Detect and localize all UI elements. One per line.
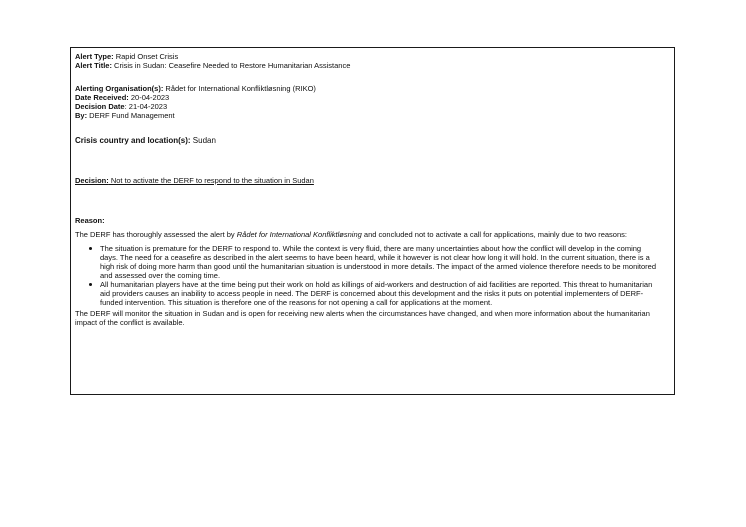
decision-date-value: : 21-04-2023 xyxy=(124,102,168,111)
alerting-organisation-line xyxy=(75,84,668,93)
reason-list-item xyxy=(75,244,658,280)
decision-date-label: Decision Date xyxy=(75,102,125,111)
decision-line xyxy=(75,176,668,185)
bullet-icon xyxy=(89,283,92,286)
reason-text: All humanitarian players have at the time being put their work on hold as killings of aid-workers and destruction of aid facilities are reported. This threat to humanitarian aid providers causes an inability to access people in need. The DERF is concerned about this development and the risks it puts on potential implementers of DERF-funded intervention. This situation is therefore one of the reasons for not opening a call for applications at the moment. xyxy=(100,280,653,307)
decision-date-line xyxy=(75,102,668,111)
alerting-organisation-value: Rådet for International Konfliktløsning (RIKO) xyxy=(163,84,316,93)
bullet-icon xyxy=(89,247,92,250)
decided-by-value: DERF Fund Management xyxy=(87,111,175,120)
date-received-label: Date Received: xyxy=(75,93,129,102)
decision-value: Not to activate the DERF to respond to the situation in Sudan xyxy=(108,176,314,185)
reason-intro-organisation: Rådet for International Konfliktløsning xyxy=(236,230,362,239)
alert-type-label: Alert Type: xyxy=(75,52,114,61)
decided-by-label: By: xyxy=(75,111,88,120)
reason-heading xyxy=(75,216,668,225)
date-received-line xyxy=(75,93,668,102)
crisis-location-line xyxy=(75,136,668,145)
alerting-organisation-label: Alerting Organisation(s): xyxy=(75,84,164,93)
alert-type-line xyxy=(75,52,668,61)
crisis-location-label: Crisis country and location(s): xyxy=(75,136,191,145)
crisis-location-value: Sudan xyxy=(190,136,216,145)
reason-intro-start: The DERF has thoroughly assessed the alert by xyxy=(75,230,237,239)
reason-text: The situation is premature for the DERF to respond to. While the context is very fluid, there are many uncertainties about how the conflict will develop in the coming days. The need for a ceasefire as described in the alert seems to have been heard, while it however is not clear how long it will hold. In the current situation, there is a high risk of doing more harm than good until the humanitarian situation is understood in more details. The impact of the armed violence therefore needs to be monitored and assessed over the coming time. xyxy=(100,244,657,280)
decision-document-box xyxy=(70,47,675,395)
alert-title-line xyxy=(75,61,668,70)
reason-label: Reason: xyxy=(75,216,105,225)
decided-by-line xyxy=(75,111,668,120)
decision-label: Decision: xyxy=(75,176,109,185)
reason-intro-end: and concluded not to activate a call for applications, mainly due to two reasons: xyxy=(361,230,627,239)
alert-title-label: Alert Title: xyxy=(75,61,112,70)
reason-intro xyxy=(75,230,662,239)
alert-type-value: Rapid Onset Crisis xyxy=(113,52,179,61)
alert-title-value: Crisis in Sudan: Ceasefire Needed to Restore Humanitarian Assistance xyxy=(111,61,351,70)
reason-list-item xyxy=(75,280,658,307)
date-received-value: 20-04-2023 xyxy=(128,93,170,102)
closing-paragraph: The DERF will monitor the situation in Sudan and is open for receiving new alerts when the circumstances have changed, and when more information about the humanitarian impact of the conflict is available. xyxy=(75,309,650,327)
reason-list xyxy=(75,244,668,307)
